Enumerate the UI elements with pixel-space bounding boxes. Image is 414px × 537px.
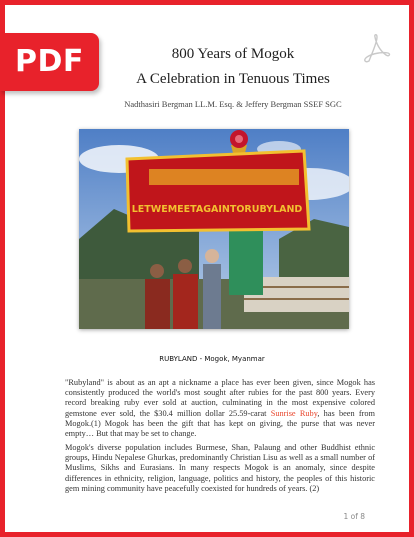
- acrobat-icon: [361, 33, 391, 65]
- document-authors: Nadthasiri Bergman LL.M. Esq. & Jeffery Bergman SSEF SGC: [124, 99, 342, 109]
- rubyland-photo: [79, 129, 349, 329]
- page-indicator: 1 of 8: [343, 512, 365, 521]
- paragraph-population: Mogok's diverse population includes Burmese, Shan, Palaung and other Buddhist ethnic groups, Hindu Nepalese Ghurkas, predominantly Christian Lisu as well as a small number of Muslims, Sikhs and Eurasians. In many respects Mogok is an anomaly, since despite differences in ethnicity, religion, language, politics and history, the peoples of this historic gem mining community have peacefully coexisted for hundreds of years. (2): [65, 443, 375, 493]
- paragraph-text: , has been from Mogok.(1) Mogok has been the gift that has kept on giving, the purse that was never empty… But that may be set to change.: [65, 408, 376, 439]
- document-subtitle: A Celebration in Tenuous Times: [136, 71, 330, 87]
- paragraph-text: "Rubyland" is about as an apt a nickname a place has ever been given, since Mogok has consistently produced the world's most sought after rubies for the past 800 years. Every record breaking ruby ever sold at auction, culminating in the most expensive colored gemstone ever sold, the $30.4 million dollar 25.59-carat: [65, 378, 375, 418]
- paragraph-rubyland: [65, 378, 375, 439]
- document-title: 800 Years of Mogok: [171, 46, 295, 62]
- sign-text: LETWEMEETAGAINTORUBYLAND: [131, 204, 303, 215]
- photo-caption: RUBYLAND - Mogok, Myanmar: [159, 355, 265, 363]
- pdf-badge: PDF: [0, 33, 99, 91]
- sunrise-ruby-link[interactable]: Sunrise Ruby: [270, 408, 318, 418]
